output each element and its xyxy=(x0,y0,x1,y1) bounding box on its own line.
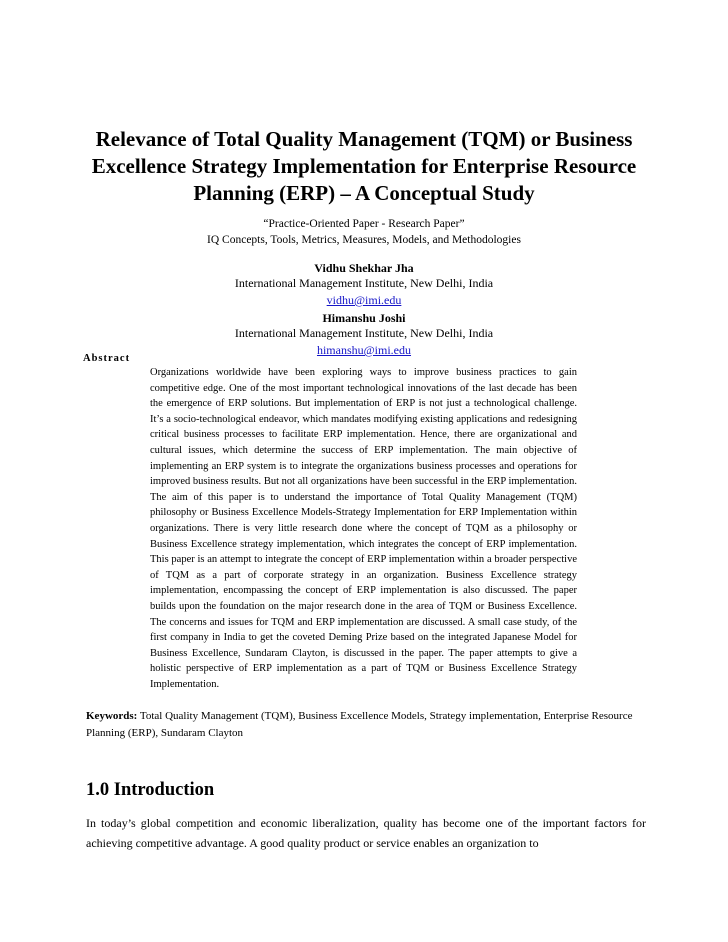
keywords-label: Keywords: xyxy=(86,710,138,722)
keywords-text: Total Quality Management (TQM), Business Excellence Models, Strategy implementation, Enterprise Resource Planning (ERP), Sundaram Clayton xyxy=(86,710,633,739)
author-block-2 xyxy=(70,311,658,359)
abstract-heading: Abstract xyxy=(83,353,131,364)
author-affiliation: International Management Institute, New Delhi, India xyxy=(234,276,494,290)
keywords xyxy=(86,708,646,742)
author-block-1 xyxy=(70,261,658,309)
author-name: Himanshu Joshi xyxy=(322,311,406,325)
paper-track: IQ Concepts, Tools, Metrics, Measures, Models, and Methodologies xyxy=(207,234,521,246)
paper-title: Relevance of Total Quality Management (TQM) or Business Excellence Strategy Implementation for Enterprise Resource Planning (ERP) – A Conceptual Study xyxy=(91,127,637,205)
introduction-paragraph: In today’s global competition and economic liberalization, quality has become one of the important factors for achieving competitive advantage. A good quality product or service enables an organization to xyxy=(86,816,646,850)
author-email-link[interactable]: himanshu@imi.edu xyxy=(316,343,412,357)
paper-type: “Practice-Oriented Paper - Research Paper” xyxy=(263,218,465,230)
author-affiliation: International Management Institute, New Delhi, India xyxy=(234,326,494,340)
author-name: Vidhu Shekhar Jha xyxy=(314,261,414,275)
author-email-link[interactable]: vidhu@imi.edu xyxy=(326,293,402,307)
abstract-body: Organizations worldwide have been exploring ways to improve business practices to gain competitive edge. One of the most important technological innovations of the last decade has been the emergence of ERP solutions. But implementation of ERP is not just a technological challenge. It’s a socio-technological endeavor, which mandates modifying existing applications and redesigning critical business processes to facilitate ERP implementation. Hence, there are organizational and cultural issues, which determine the success of ERP implementation. The main objective of implementing an ERP system is to integrate the organizations business processes and operations for improved business results. But not all organizations have been successful in the ERP implementation. The aim of this paper is to understand the importance of Total Quality Management (TQM) philosophy or Business Excellence Models-Strategy Implementation for ERP Implementation within organizations. There is very little research done where the concept of TQM as a philosophy or Business Excellence strategy implementation, which integrates the concept of ERP implementation. This paper is an attempt to integrate the concept of ERP implementation within a broader perspective of TQM as a part of corporate strategy in an organization. Business Excellence strategy implementation, encompassing the concept of ERP implementation is also discussed. The paper builds upon the foundation on the major research done in the area of TQM or Business Excellence. The concerns and issues for TQM and ERP implementation are discussed. A small case study, of the first company in India to get the coveted Deming Prize based on the integrated Japanese Model for Business Excellence, Sundaram Clayton, is discussed in the paper. The paper attempts to give a holistic perspective of ERP implementation as a part of TQM or Business Excellence Strategy Implementation. xyxy=(150,367,577,690)
section-heading-introduction: 1.0 Introduction xyxy=(86,780,215,800)
